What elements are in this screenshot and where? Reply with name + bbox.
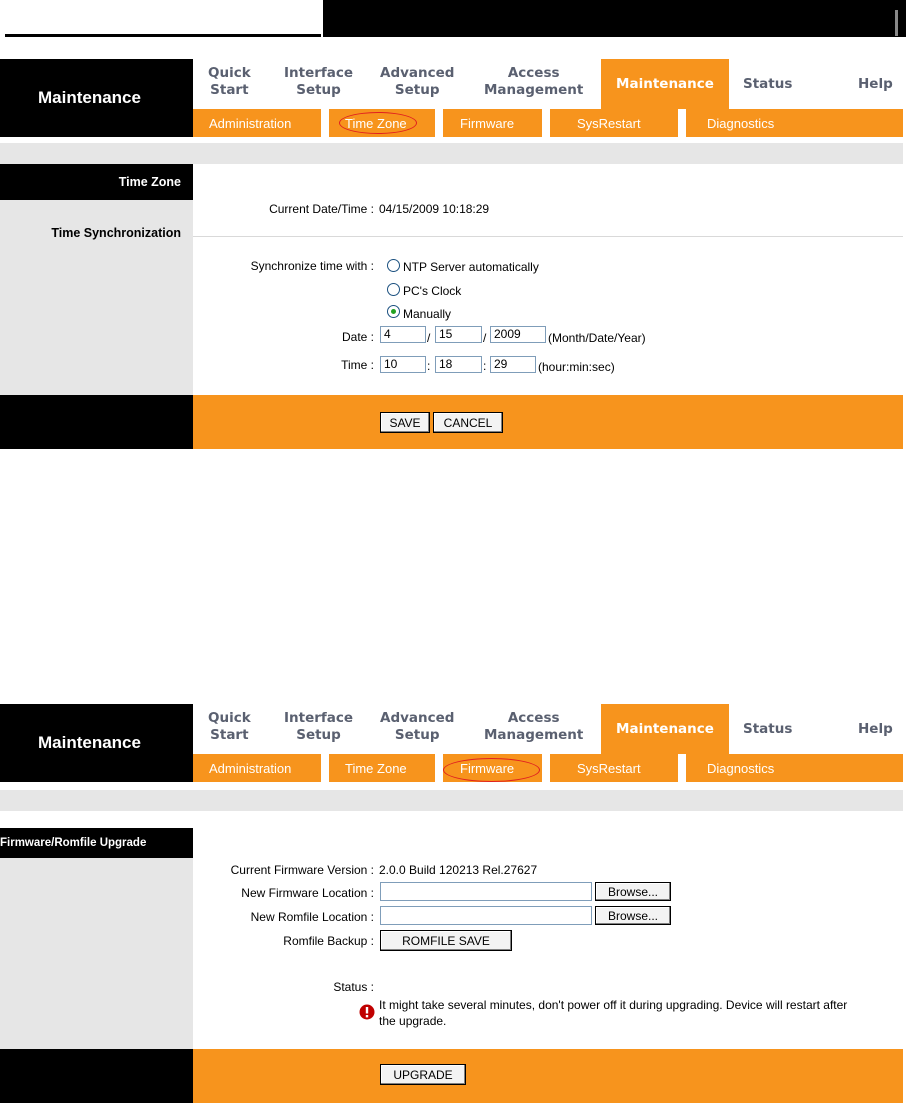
firmware-panel bbox=[0, 704, 903, 1103]
fw-location-label: New Firmware Location : bbox=[241, 886, 374, 900]
fw-location-input[interactable] bbox=[380, 882, 592, 901]
time-separator: : bbox=[427, 359, 431, 373]
subnav-separator bbox=[678, 109, 686, 137]
subnav-separator bbox=[678, 754, 686, 782]
subnav-sysrestart[interactable]: SysRestart bbox=[577, 116, 641, 131]
time-format-hint: (hour:min:sec) bbox=[538, 360, 615, 374]
highlight-ellipse bbox=[443, 758, 540, 782]
subnav-separator bbox=[435, 109, 443, 137]
section-title-firmware: Firmware/Romfile Upgrade bbox=[0, 828, 193, 858]
footer-bar bbox=[193, 395, 903, 449]
romfile-backup-label: Romfile Backup : bbox=[283, 934, 374, 948]
divider bbox=[193, 236, 903, 237]
timezone-panel bbox=[0, 59, 903, 449]
main-nav bbox=[193, 59, 903, 109]
status-line-2: the upgrade. bbox=[379, 1014, 447, 1028]
upgrade-button[interactable]: UPGRADE bbox=[380, 1064, 466, 1085]
spacer-band bbox=[0, 143, 903, 164]
alert-icon bbox=[359, 1004, 375, 1020]
nav-advanced-setup[interactable]: Advanced Setup bbox=[380, 710, 455, 743]
radio-pc-clock[interactable] bbox=[387, 283, 400, 296]
time-separator: : bbox=[483, 359, 487, 373]
date-year-input[interactable]: 2009 bbox=[490, 326, 546, 343]
sync-label: Synchronize time with : bbox=[250, 259, 374, 273]
rom-location-input[interactable] bbox=[380, 906, 592, 925]
brand-title: Maintenance bbox=[0, 59, 193, 137]
rom-location-label: New Romfile Location : bbox=[250, 910, 374, 924]
radio-pc-clock-label: PC's Clock bbox=[403, 284, 462, 298]
date-format-hint: (Month/Date/Year) bbox=[548, 331, 646, 345]
rom-browse-button[interactable]: Browse... bbox=[595, 906, 671, 925]
nav-status[interactable]: Status bbox=[743, 76, 793, 92]
current-datetime-value: 04/15/2009 10:18:29 bbox=[379, 202, 490, 216]
radio-ntp[interactable] bbox=[387, 259, 400, 272]
subnav-diagnostics[interactable]: Diagnostics bbox=[707, 761, 775, 776]
header-rule bbox=[5, 34, 321, 37]
subnav-firmware[interactable]: Firmware bbox=[460, 761, 515, 776]
cancel-button[interactable]: CANCEL bbox=[433, 412, 503, 433]
firmware-version-label: Current Firmware Version : bbox=[230, 863, 374, 877]
header-bar bbox=[323, 0, 906, 37]
section-title-time-zone: Time Zone bbox=[0, 164, 193, 200]
date-separator: / bbox=[483, 331, 487, 345]
radio-manually-label: Manually bbox=[403, 307, 452, 321]
subnav-separator bbox=[435, 754, 443, 782]
nav-status[interactable]: Status bbox=[743, 721, 793, 737]
subnav-separator bbox=[542, 754, 550, 782]
nav-interface-setup[interactable]: Interface Setup bbox=[284, 65, 354, 98]
nav-maintenance[interactable]: Maintenance bbox=[601, 59, 729, 109]
subnav-sysrestart[interactable]: SysRestart bbox=[577, 761, 641, 776]
brand-title: Maintenance bbox=[0, 704, 193, 782]
radio-manually[interactable] bbox=[387, 305, 400, 318]
footer-bar bbox=[193, 1049, 903, 1103]
date-separator: / bbox=[427, 331, 431, 345]
sub-nav bbox=[193, 109, 903, 137]
spacer-band bbox=[0, 790, 903, 811]
subnav-administration[interactable]: Administration bbox=[209, 761, 292, 776]
status-line-1: It might take several minutes, don't power off it during upgrading. Device will restart after bbox=[379, 998, 848, 1012]
save-button[interactable]: SAVE bbox=[380, 412, 430, 433]
header-bar-edge bbox=[895, 10, 898, 36]
nav-help[interactable]: Help bbox=[858, 76, 893, 92]
nav-access-management[interactable]: Access Management bbox=[484, 710, 584, 743]
nav-maintenance[interactable]: Maintenance bbox=[601, 704, 729, 754]
time-sec-input[interactable]: 29 bbox=[490, 356, 536, 373]
time-hour-input[interactable]: 10 bbox=[380, 356, 426, 373]
time-min-input[interactable]: 18 bbox=[435, 356, 482, 373]
main-nav bbox=[193, 704, 903, 754]
footer-left bbox=[0, 1049, 193, 1103]
status-label: Status : bbox=[333, 980, 374, 994]
section-title-time-sync: Time Synchronization bbox=[51, 226, 181, 240]
subnav-time-zone[interactable]: Time Zone bbox=[345, 116, 407, 131]
highlight-ellipse bbox=[339, 112, 417, 134]
fw-browse-button[interactable]: Browse... bbox=[595, 882, 671, 901]
footer-left bbox=[0, 395, 193, 449]
nav-access-management[interactable]: Access Management bbox=[484, 65, 584, 98]
subnav-separator bbox=[542, 109, 550, 137]
nav-quick-start[interactable]: Quick Start bbox=[208, 65, 251, 98]
date-day-input[interactable]: 15 bbox=[435, 326, 482, 343]
nav-advanced-setup[interactable]: Advanced Setup bbox=[380, 65, 455, 98]
time-label: Time : bbox=[341, 358, 374, 372]
subnav-separator bbox=[321, 754, 329, 782]
subnav-separator bbox=[321, 109, 329, 137]
subnav-firmware[interactable]: Firmware bbox=[460, 116, 515, 131]
radio-ntp-label: NTP Server automatically bbox=[403, 260, 539, 274]
romfile-save-button[interactable]: ROMFILE SAVE bbox=[380, 930, 512, 951]
date-label: Date : bbox=[341, 330, 374, 344]
status-message bbox=[379, 997, 899, 1029]
firmware-version-value: 2.0.0 Build 120213 Rel.27627 bbox=[379, 863, 538, 877]
sub-nav bbox=[193, 754, 903, 782]
subnav-time-zone[interactable]: Time Zone bbox=[345, 761, 407, 776]
date-month-input[interactable]: 4 bbox=[380, 326, 426, 343]
radio-selected-dot bbox=[391, 309, 396, 314]
subnav-administration[interactable]: Administration bbox=[209, 116, 292, 131]
subnav-diagnostics[interactable]: Diagnostics bbox=[707, 116, 775, 131]
nav-interface-setup[interactable]: Interface Setup bbox=[284, 710, 354, 743]
nav-help[interactable]: Help bbox=[858, 721, 893, 737]
nav-quick-start[interactable]: Quick Start bbox=[208, 710, 251, 743]
current-datetime-label: Current Date/Time : bbox=[269, 202, 374, 216]
left-column bbox=[0, 854, 193, 1049]
